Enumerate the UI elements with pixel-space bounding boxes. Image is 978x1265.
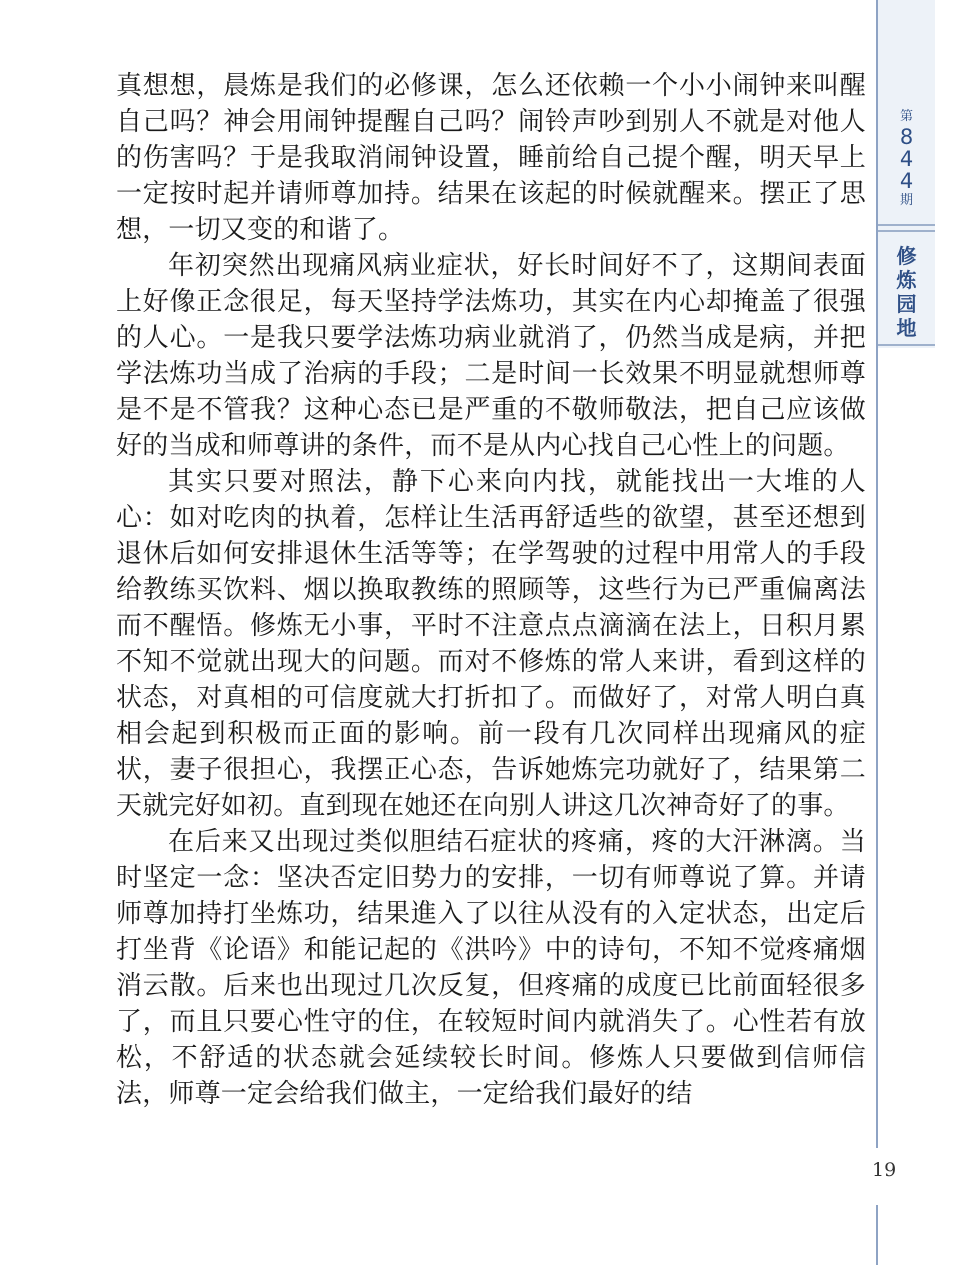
section-char: 修 (896, 244, 917, 268)
section-char: 园 (896, 292, 917, 316)
paragraph: 真想想，晨炼是我们的必修课，怎么还依赖一个小小闹钟来叫醒自己吗？神会用闹钟提醒自己吗？闹铃声吵到别人不就是对他人的伤害吗？于是我取消闹钟设置，睡前给自己提个醒，明天早上一定按时起并请师尊加持。结果在该起的时候就醒来。摆正了思想，一切又变的和谐了。 (116, 71, 866, 245)
divider (878, 344, 935, 346)
issue-prefix: 第 (899, 109, 913, 124)
divider (878, 230, 935, 232)
page-number: 19 (872, 1159, 897, 1181)
section-title (878, 244, 935, 340)
divider (878, 224, 935, 226)
article-body (116, 68, 866, 1112)
issue-digit: 8 (899, 125, 914, 149)
issue-digit: 4 (899, 147, 914, 171)
section-char: 地 (896, 316, 917, 340)
section-char: 炼 (896, 268, 917, 292)
paragraph: 年初突然出现痛风病业症状，好长时间好不了，这期间表面上好像正念很足，每天坚持学法炼功，其实在内心却掩盖了很强的人心。一是我只要学法炼功病业就消了，仍然当成是病，并把学法炼功当成了治病的手段；二是时间一长效果不明显就想师尊是不是不管我？这种心态已是严重的不敬师敬法，把自己应该做好的当成和师尊讲的条件，而不是从内心找自己心性上的问题。 (116, 251, 866, 461)
issue-suffix: 期 (899, 193, 913, 208)
paragraph: 在后来又出现过类似胆结石症状的疼痛，疼的大汗淋漓。当时坚定一念：坚决否定旧势力的安排，一切有师尊说了算。并请师尊加持打坐炼功，结果進入了以往从没有的入定状态，出定后打坐背《论语》和能记起的《洪吟》中的诗句，不知不觉疼痛烟消云散。后来也出现过几次反复，但疼痛的成度已比前面轻很多了，而且只要心性守的住，在较短时间内就消失了。心性若有放松，不舒适的状态就会延续较长时间。修炼人只要做到信师信法，师尊一定会给我们做主，一定给我们最好的结 (116, 827, 866, 1109)
margin-rule (876, 1205, 878, 1265)
sidebar-tab (876, 0, 935, 348)
issue-number (878, 108, 935, 210)
paragraph: 其实只要对照法，静下心来向内找，就能找出一大堆的人心：如对吃肉的执着，怎样让生活再舒适些的欲望，甚至还想到退休后如何安排退休生活等等；在学驾驶的过程中用常人的手段给教练买饮料、烟以换取教练的照顾等，这些行为已严重偏离法而不醒悟。修炼无小事，平时不注意点点滴滴在法上，日积月累不知不觉就出现大的问题。而对不修炼的常人来讲，看到这样的状态，对真相的可信度就大打折扣了。而做好了，对常人明白真相会起到积极而正面的影响。前一段有几次同样出现痛风的症状，妻子很担心，我摆正心态，告诉她炼完功就好了，结果第二天就完好如初。直到现在她还在向别人讲这几次神奇好了的事。 (116, 467, 866, 821)
margin-rule (876, 348, 878, 1148)
issue-digit: 4 (899, 169, 914, 193)
